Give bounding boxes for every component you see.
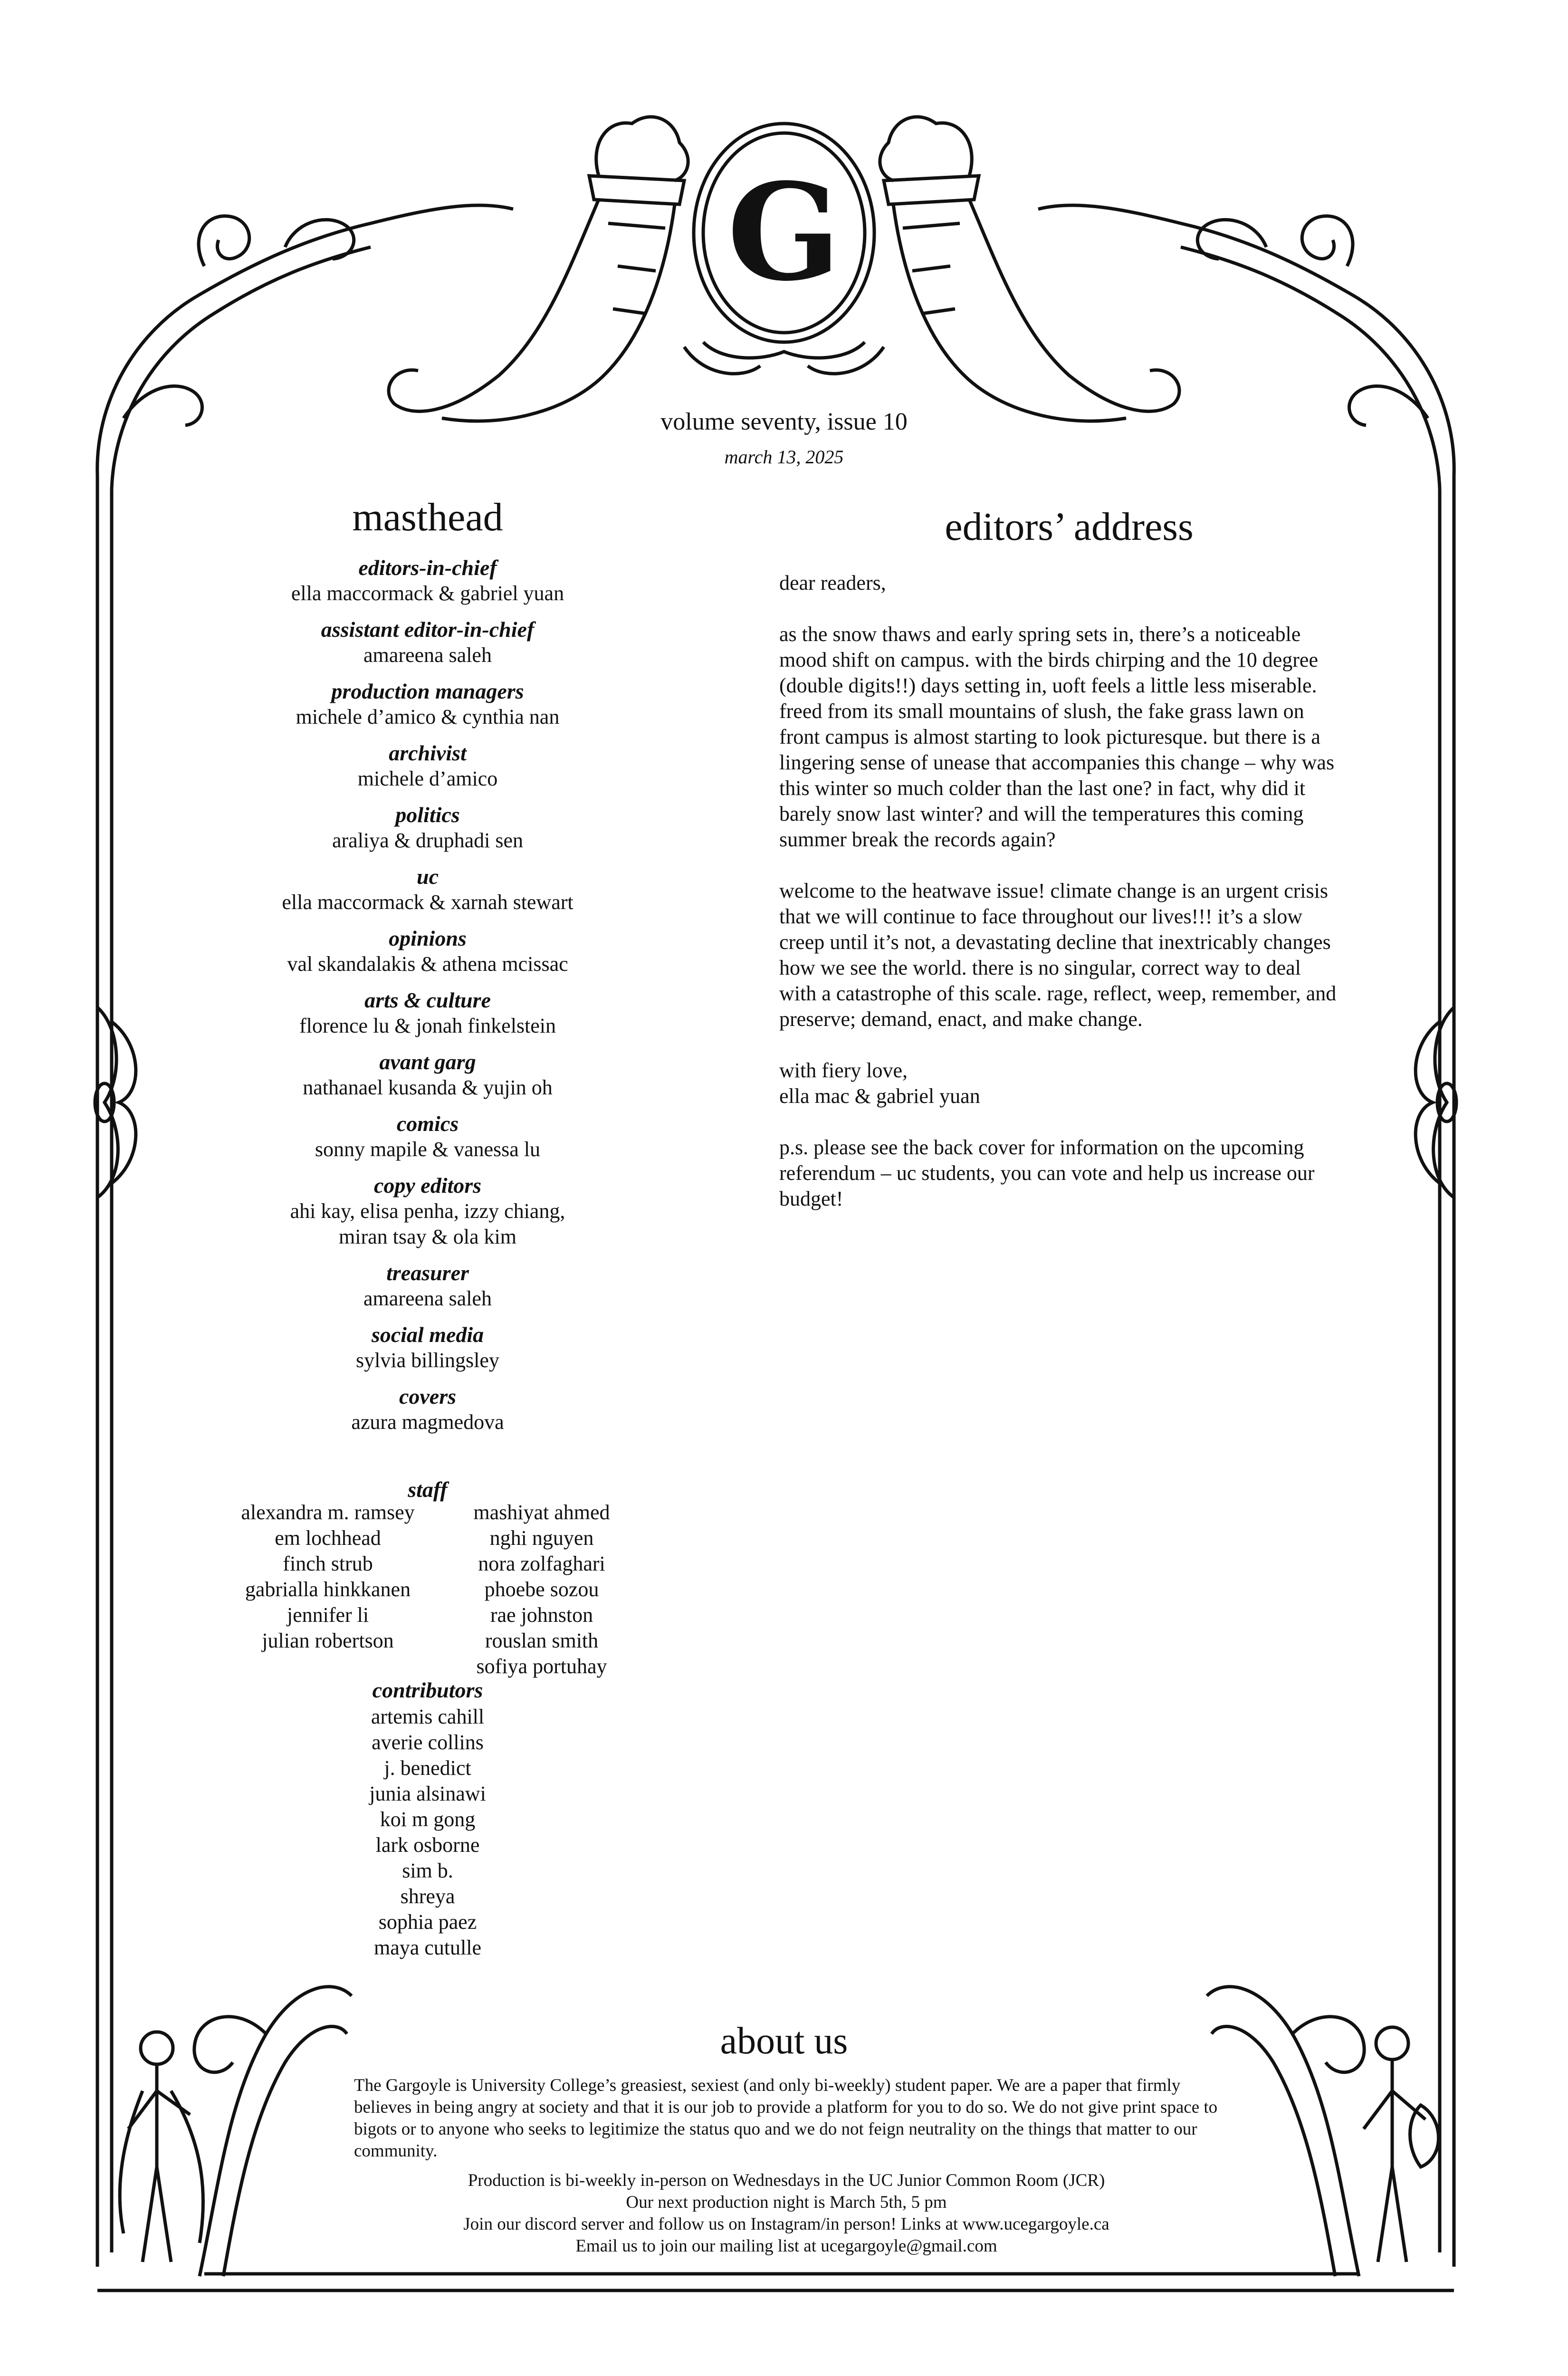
role-names: nathanael kusanda & yujin oh <box>303 1076 553 1099</box>
role-names: miran tsay & ola kim <box>339 1225 516 1248</box>
logo-letter: G <box>727 154 841 311</box>
masthead-section <box>209 679 646 730</box>
role-title: uc <box>417 864 439 889</box>
role-title: covers <box>399 1384 457 1408</box>
staff-name: mashiyat ahmed <box>473 1501 610 1524</box>
role-names: azura magmedova <box>351 1410 504 1434</box>
editors-paragraph: welcome to the heatwave issue! climate change is an urgent crisis that we will continue to face throughout our lives!!! it’s a slow creep until it’s not, a devastating decline that inextricably changes how we see the world. there is no singular, correct way to deal with a catastrophe of this scale. rage, reflect, weep, remember, and preserve; demand, enact, and make change. <box>779 879 1337 1031</box>
role-title: social media <box>371 1322 484 1347</box>
contributors-title: contributors <box>372 1678 483 1702</box>
right-classical-figure <box>1364 2027 1439 2262</box>
masthead-section <box>209 740 646 792</box>
role-title: comics <box>396 1111 459 1136</box>
role-names: ella maccormack & gabriel yuan <box>291 582 564 605</box>
contributor-name: shreya <box>400 1885 455 1908</box>
issue-volume: volume seventy, issue 10 <box>660 408 908 435</box>
role-title: avant garg <box>379 1050 476 1074</box>
staff-name: phoebe sozou <box>484 1578 599 1601</box>
role-title: opinions <box>389 926 467 950</box>
role-names: araliya & druphadi sen <box>332 829 523 852</box>
contributor-name: junia alsinawi <box>369 1782 486 1805</box>
top-right-scroll <box>1038 205 1454 475</box>
masthead-section <box>209 1049 646 1101</box>
masthead-section <box>209 1173 646 1250</box>
editors-address-title: editors’ address <box>945 505 1194 549</box>
editors-paragraph: as the snow thaws and early spring sets in, there’s a noticeable mood shift on campus. with the birds chirping and the 10 degree (double digits!!) days setting in, uoft feels a little less miserable. freed from its small mountains of slush, the fake grass lawn on front campus is almost starting to look picturesque. but there is a lingering sense of unease that accompanies this change – why was this winter so much colder than the last one? in fact, why did it barely snow last winter? and will the temperatures this coming summer break the records again? <box>779 623 1335 851</box>
role-names: ella maccormack & xarnah stewart <box>282 891 574 914</box>
staff-title: staff <box>408 1477 448 1502</box>
about-body: The Gargoyle is University College’s greasiest, sexiest (and only bi-weekly) student paper. We are a paper that firmly believes in being angry at society and that it is our job to provide a platform for you to do so. We do not give print space to bigots or to anyone who seeks to legitimize the status quo and we do not feign neutrality on the things that matter to our community. <box>354 2076 1218 2161</box>
left-classical-figure <box>120 2032 203 2262</box>
staff-name: finch strub <box>283 1552 373 1575</box>
contributor-name: sophia paez <box>378 1910 477 1934</box>
contributor-name: koi m gong <box>380 1808 476 1831</box>
about-line: Join our discord server and follow us on Instagram/in person! Links at www.ucegargoyle.ca <box>463 2214 1109 2234</box>
role-names: sonny mapile & vanessa lu <box>315 1138 541 1161</box>
about-title: about us <box>720 2020 848 2062</box>
bottom-left-scroll <box>200 1987 352 2276</box>
masthead-section <box>209 1260 646 1312</box>
contributors-list <box>285 1704 570 1961</box>
about-line: Email us to join our mailing list at ucegargoyle@gmail.com <box>575 2236 997 2256</box>
staff-name: rouslan smith <box>485 1629 599 1652</box>
staff-name: jennifer li <box>287 1603 369 1627</box>
about-info <box>354 2170 1219 2257</box>
role-title: politics <box>395 803 460 827</box>
staff-name: alexandra m. ramsey <box>241 1501 415 1524</box>
role-title: arts & culture <box>364 988 491 1012</box>
role-names: amareena saleh <box>363 643 492 667</box>
role-names: amareena saleh <box>363 1287 492 1310</box>
staff-name: nora zolfaghari <box>478 1552 605 1575</box>
editors-postscript: p.s. please see the back cover for information on the upcoming referendum – uc students, you can vote and help us increase our budget! <box>779 1136 1315 1210</box>
masthead-section <box>209 1384 646 1435</box>
role-title: editors-in-chief <box>358 556 497 580</box>
role-title: assistant editor-in-chief <box>321 617 535 642</box>
role-names: ahi kay, elisa penha, izzy chiang, <box>290 1199 565 1223</box>
masthead-section <box>209 987 646 1039</box>
contributor-name: artemis cahill <box>371 1705 485 1728</box>
masthead-section <box>209 864 646 915</box>
role-names: val skandalakis & athena mcissac <box>287 952 568 976</box>
masthead-list <box>209 555 646 1446</box>
staff-name: nghi nguyen <box>489 1526 594 1550</box>
left-cornucopia <box>389 200 599 412</box>
role-names: michele d’amico & cynthia nan <box>296 705 560 728</box>
staff-list-left <box>219 1500 437 1654</box>
masthead-section <box>209 926 646 977</box>
editors-paragraph: dear readers, <box>779 571 886 594</box>
issue-date: march 13, 2025 <box>724 446 844 468</box>
role-title: production managers <box>331 679 524 703</box>
contributor-name: j. benedict <box>384 1756 471 1780</box>
masthead-title: masthead <box>352 495 503 539</box>
staff-name: sofiya portuhay <box>476 1655 607 1678</box>
staff-name: em lochhead <box>275 1526 381 1550</box>
contributor-name: maya cutulle <box>373 1936 481 1959</box>
masthead-section <box>209 617 646 668</box>
staff-name: rae johnston <box>490 1603 593 1627</box>
editors-address-body <box>779 570 1340 1237</box>
about-line: Production is bi-weekly in-person on Wednesdays in the UC Junior Common Room (JCR) <box>468 2171 1105 2190</box>
role-names: sylvia billingsley <box>356 1349 499 1372</box>
contributor-name: lark osborne <box>375 1833 480 1857</box>
staff-name: julian robertson <box>262 1629 394 1652</box>
masthead-section <box>209 1322 646 1373</box>
staff-name: gabrialla hinkkanen <box>245 1578 411 1601</box>
contributor-name: sim b. <box>402 1859 453 1882</box>
role-names: michele d’amico <box>357 767 498 790</box>
masthead-section <box>209 555 646 606</box>
right-cornucopia <box>969 200 1179 412</box>
masthead-section <box>209 802 646 853</box>
role-title: copy editors <box>373 1173 482 1198</box>
role-title: archivist <box>389 741 467 765</box>
about-line: Our next production night is March 5th, 5 pm <box>626 2193 947 2212</box>
masthead-section <box>209 1111 646 1162</box>
editors-signoff: with fiery love, ella mac & gabriel yuan <box>779 1059 980 1108</box>
role-names: florence lu & jonah finkelstein <box>299 1014 556 1037</box>
role-title: treasurer <box>386 1261 469 1285</box>
bottom-right-scroll <box>1207 1987 1359 2276</box>
top-left-scroll <box>97 205 513 475</box>
staff-list-right <box>442 1500 641 1679</box>
contributor-name: averie collins <box>372 1731 484 1754</box>
